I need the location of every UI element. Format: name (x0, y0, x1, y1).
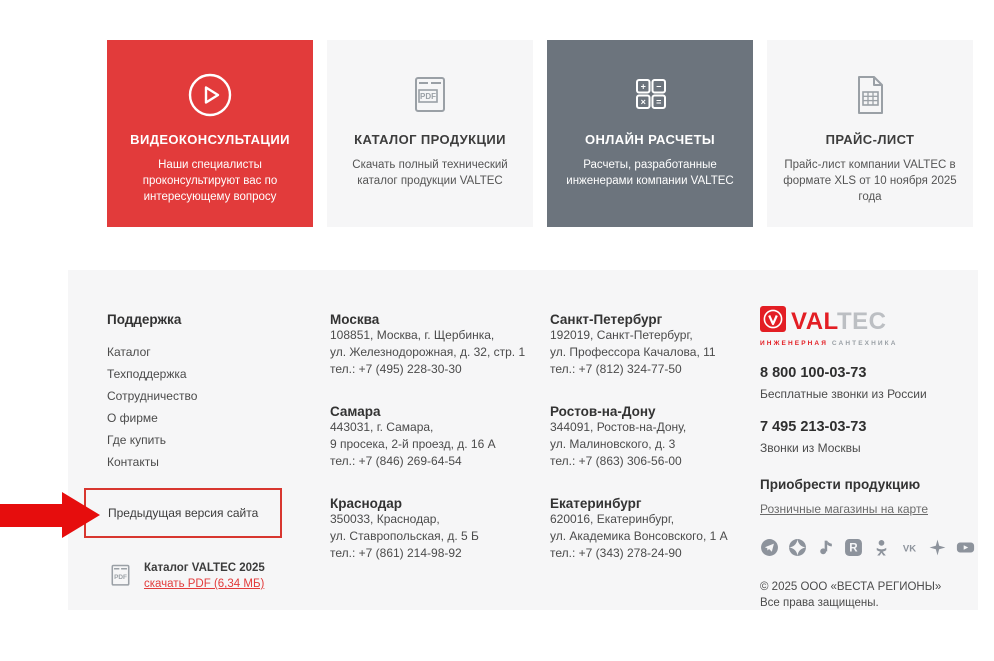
catalog-pdf-download-link[interactable]: скачать PDF (6,34 МБ) (144, 578, 265, 590)
svg-text:−: − (656, 81, 662, 92)
social-icons-row (760, 538, 965, 557)
card-description: Расчеты, разработанные инженерами компании VALTEC (566, 159, 734, 187)
youtube-icon[interactable] (956, 538, 975, 557)
city-phone-line: тел.: +7 (861) 214-98-92 (330, 546, 462, 560)
city-name: Ростов-на-Дону (550, 404, 656, 419)
city-address-line: ул. Ставропольская, д. 5 Б (330, 529, 479, 543)
calculator-icon (547, 70, 753, 120)
svg-text:PDF: PDF (114, 574, 127, 582)
city-phone-line: тел.: +7 (495) 228-30-30 (330, 362, 462, 376)
phone-moscow: 7 495 213-03-73 (760, 419, 867, 435)
city-address-line: 344091, Ростов-на-Дону, (550, 420, 687, 434)
card-online-calculations[interactable] (547, 40, 753, 227)
card-title: ПРАЙС-ЛИСТ (825, 132, 915, 147)
star-icon[interactable] (928, 538, 947, 557)
city-block-samara (330, 404, 535, 470)
footer-link-contacts[interactable]: Контакты (107, 455, 159, 469)
footer-link-where-to-buy[interactable]: Где купить (107, 433, 167, 447)
city-phone-line: тел.: +7 (846) 269-64-54 (330, 454, 462, 468)
card-description: Наши специалисты проконсультируют вас по интересующему вопросу (142, 159, 278, 203)
phone-free-russia: 8 800 100-03-73 (760, 365, 867, 381)
city-block-moscow (330, 312, 535, 378)
card-product-catalog[interactable] (327, 40, 533, 227)
purchase-heading: Приобрести продукцию (760, 477, 921, 492)
catalog-pdf-texts (144, 562, 265, 592)
city-block-krasnodar (330, 496, 535, 562)
catalog-pdf-title: Каталог VALTEC 2025 (144, 562, 265, 574)
rights-line: Все права защищены. (760, 597, 879, 609)
spreadsheet-file-icon (767, 70, 973, 120)
footer-link-cooperation[interactable]: Сотрудничество (107, 389, 198, 403)
footer-support-column (107, 312, 297, 468)
valtec-wordmark: VALTEC (791, 307, 887, 335)
city-block-spb (550, 312, 755, 378)
city-address-line: 192019, Санкт-Петербург, (550, 328, 693, 342)
footer-link-tech-support[interactable]: Техподдержка (107, 367, 187, 381)
dzen-icon[interactable] (788, 538, 807, 557)
svg-text:+: + (640, 81, 646, 92)
city-block-ekaterinburg (550, 496, 755, 562)
city-address-line: ул. Малиновского, д. 3 (550, 437, 676, 451)
retail-stores-map-link[interactable]: Розничные магазины на карте (760, 502, 928, 516)
catalog-pdf-block (107, 562, 265, 594)
rutube-icon[interactable] (844, 538, 863, 557)
footer-link-catalog[interactable]: Каталог (107, 345, 151, 359)
svg-text:=: = (656, 97, 662, 108)
svg-text:×: × (640, 97, 646, 108)
card-videoconsultations[interactable] (107, 40, 313, 227)
phone-moscow-note: Звонки из Москвы (760, 441, 861, 455)
valtec-emblem-icon (760, 306, 786, 337)
odnoklassniki-icon[interactable] (872, 538, 891, 557)
footer-cities-column-2 (550, 312, 755, 588)
city-name: Екатеринбург (550, 496, 642, 511)
city-address-line: ул. Профессора Качалова, 11 (550, 345, 716, 359)
pdf-file-icon (107, 562, 134, 594)
city-address-line: ул. Железнодорожная, д. 32, стр. 1 (330, 345, 526, 359)
copyright-block (760, 579, 965, 611)
svg-text:PDF: PDF (420, 92, 436, 101)
quick-links-row (107, 40, 973, 227)
card-title: ВИДЕОКОНСУЛЬТАЦИИ (130, 132, 290, 147)
card-title: КАТАЛОГ ПРОДУКЦИИ (354, 132, 506, 147)
city-address-line: 350033, Краснодар, (330, 512, 440, 526)
city-phone-line: тел.: +7 (863) 306-56-00 (550, 454, 682, 468)
red-arrow-annotation (0, 504, 62, 527)
city-address-line: 620016, Екатеринбург, (550, 512, 675, 526)
city-phone-line: тел.: +7 (343) 278-24-90 (550, 546, 682, 560)
svg-text:R: R (849, 541, 858, 555)
pdf-document-icon (327, 70, 533, 120)
footer-link-about[interactable]: О фирме (107, 411, 158, 425)
tiktok-icon[interactable] (816, 538, 835, 557)
city-phone-line: тел.: +7 (812) 324-77-50 (550, 362, 682, 376)
card-title: ОНЛАЙН РАСЧЕТЫ (584, 132, 716, 147)
city-address-line: 9 просека, 2-й проезд, д. 16 А (330, 437, 496, 451)
valtec-logo (760, 306, 965, 347)
footer-cities-column-1 (330, 312, 535, 588)
card-price-list[interactable] (767, 40, 973, 227)
city-address-line: ул. Академика Вонсовского, 1 А (550, 529, 728, 543)
footer (68, 270, 978, 610)
support-heading: Поддержка (107, 312, 182, 327)
previous-version-link[interactable] (84, 488, 282, 538)
city-address-line: 443031, г. Самара, (330, 420, 434, 434)
footer-contacts-column (760, 306, 965, 611)
previous-version-label: Предыдущая версия сайта (108, 506, 259, 520)
city-address-line: 108851, Москва, г. Щербинка, (330, 328, 495, 342)
svg-text:VK: VK (902, 543, 917, 555)
card-description: Скачать полный технический каталог продукции VALTEC (352, 159, 508, 187)
city-name: Москва (330, 312, 380, 327)
city-block-rostov (550, 404, 755, 470)
city-name: Краснодар (330, 496, 403, 511)
phone-free-russia-note: Бесплатные звонки из России (760, 387, 927, 401)
vk-icon[interactable] (900, 538, 919, 557)
telegram-icon[interactable] (760, 538, 779, 557)
city-name: Санкт-Петербург (550, 312, 663, 327)
copyright-line: © 2025 ООО «ВЕСТА РЕГИОНЫ» (760, 581, 942, 593)
play-circle-icon (107, 70, 313, 120)
card-description: Прайс-лист компании VALTEC в формате XLS от 10 ноября 2025 года (783, 159, 957, 203)
valtec-tagline: ИНЖЕНЕРНАЯ САНТЕХНИКА (760, 340, 898, 347)
city-name: Самара (330, 404, 381, 419)
red-arrow-head (62, 492, 100, 538)
